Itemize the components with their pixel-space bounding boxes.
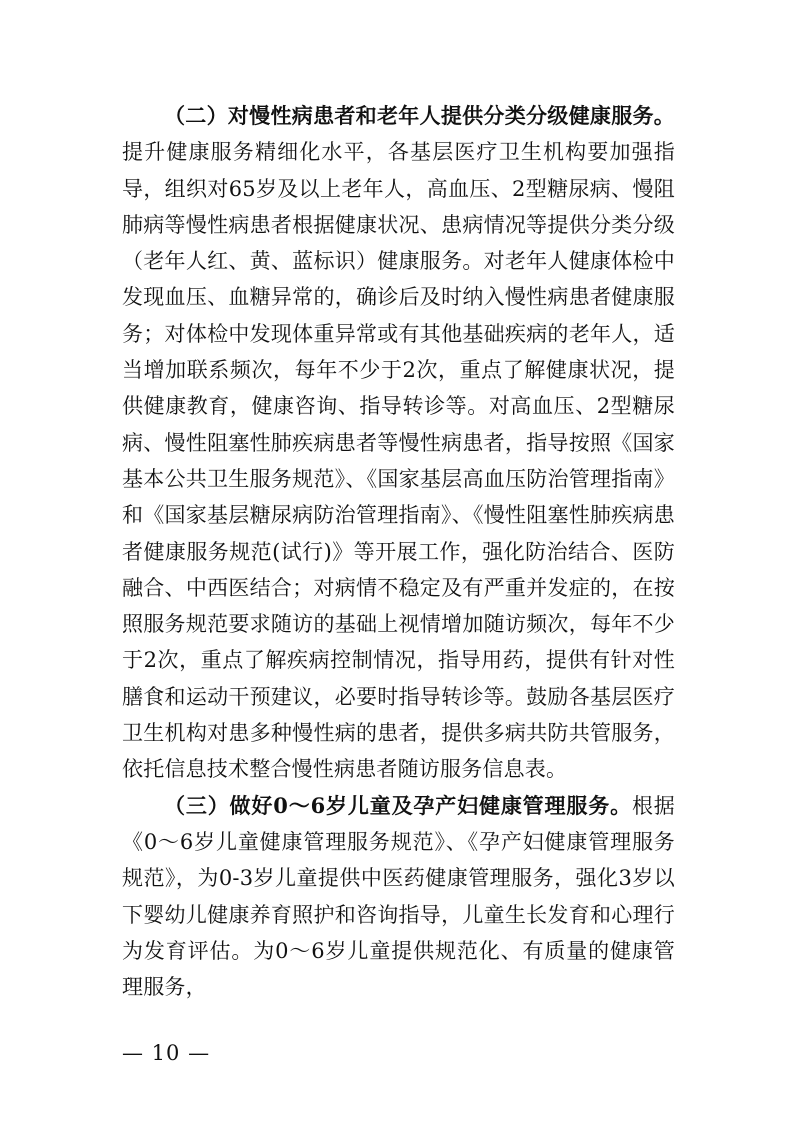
section-2-heading: （二）对慢性病患者和老年人提供分类分级健康服务。 xyxy=(164,103,675,128)
section-3-paragraph xyxy=(122,788,675,1006)
section-2-body: 提升健康服务精细化水平，各基层医疗卫生机构要加强指导，组织对65岁及以上老年人，高血压、2型糖尿病、慢阻肺病等慢性病患者根据健康状况、患病情况等提供分类分级（老年人红、黄、蓝标识）健康服务。对老年人健康体检中发现血压、血糖异常的，确诊后及时纳入慢性病患者健康服务；对体检中发现体重异常或有其他基础疾病的老年人，适当增加联系频次，每年不少于2次，重点了解健康状况，提供健康教育，健康咨询、指导转诊等。对高血压、2型糖尿病、慢性阻塞性肺疾病患者等慢性病患者，指导按照《国家基本公共卫生服务规范》、《国家基层高血压防治管理指南》和《国家基层糖尿病防治管理指南》、《慢性阻塞性肺疾病患者健康服务规范(试行)》等开展工作，强化防治结合、医防融合、中西医结合；对病情不稳定及有严重并发症的，在按照服务规范要求随访的基础上视情增加随访频次，每年不少于2次，重点了解疾病控制情况，指导用药，提供有针对性膳食和运动干预建议，必要时指导转诊等。鼓励各基层医疗卫生机构对患多种慢性病的患者，提供多病共防共管服务，依托信息技术整合慢性病患者随访服务信息表。 xyxy=(122,140,675,782)
document-body xyxy=(122,98,675,1005)
section-3-heading: （三）做好0～6岁儿童及孕产妇健康管理服务。 xyxy=(164,792,632,818)
section-3-body: 根据《0～6岁儿童健康管理服务规范》、《孕产妇健康管理服务规范》，为0-3岁儿童提供中医药健康管理服务，强化3岁以下婴幼儿健康养育照护和咨询指导，儿童生长发育和心理行为发育评估。为0～6岁儿童提供规范化、有质量的健康管理服务， xyxy=(122,793,676,1000)
section-2-paragraph xyxy=(122,98,675,788)
page-number: — 10 — xyxy=(122,1041,211,1065)
